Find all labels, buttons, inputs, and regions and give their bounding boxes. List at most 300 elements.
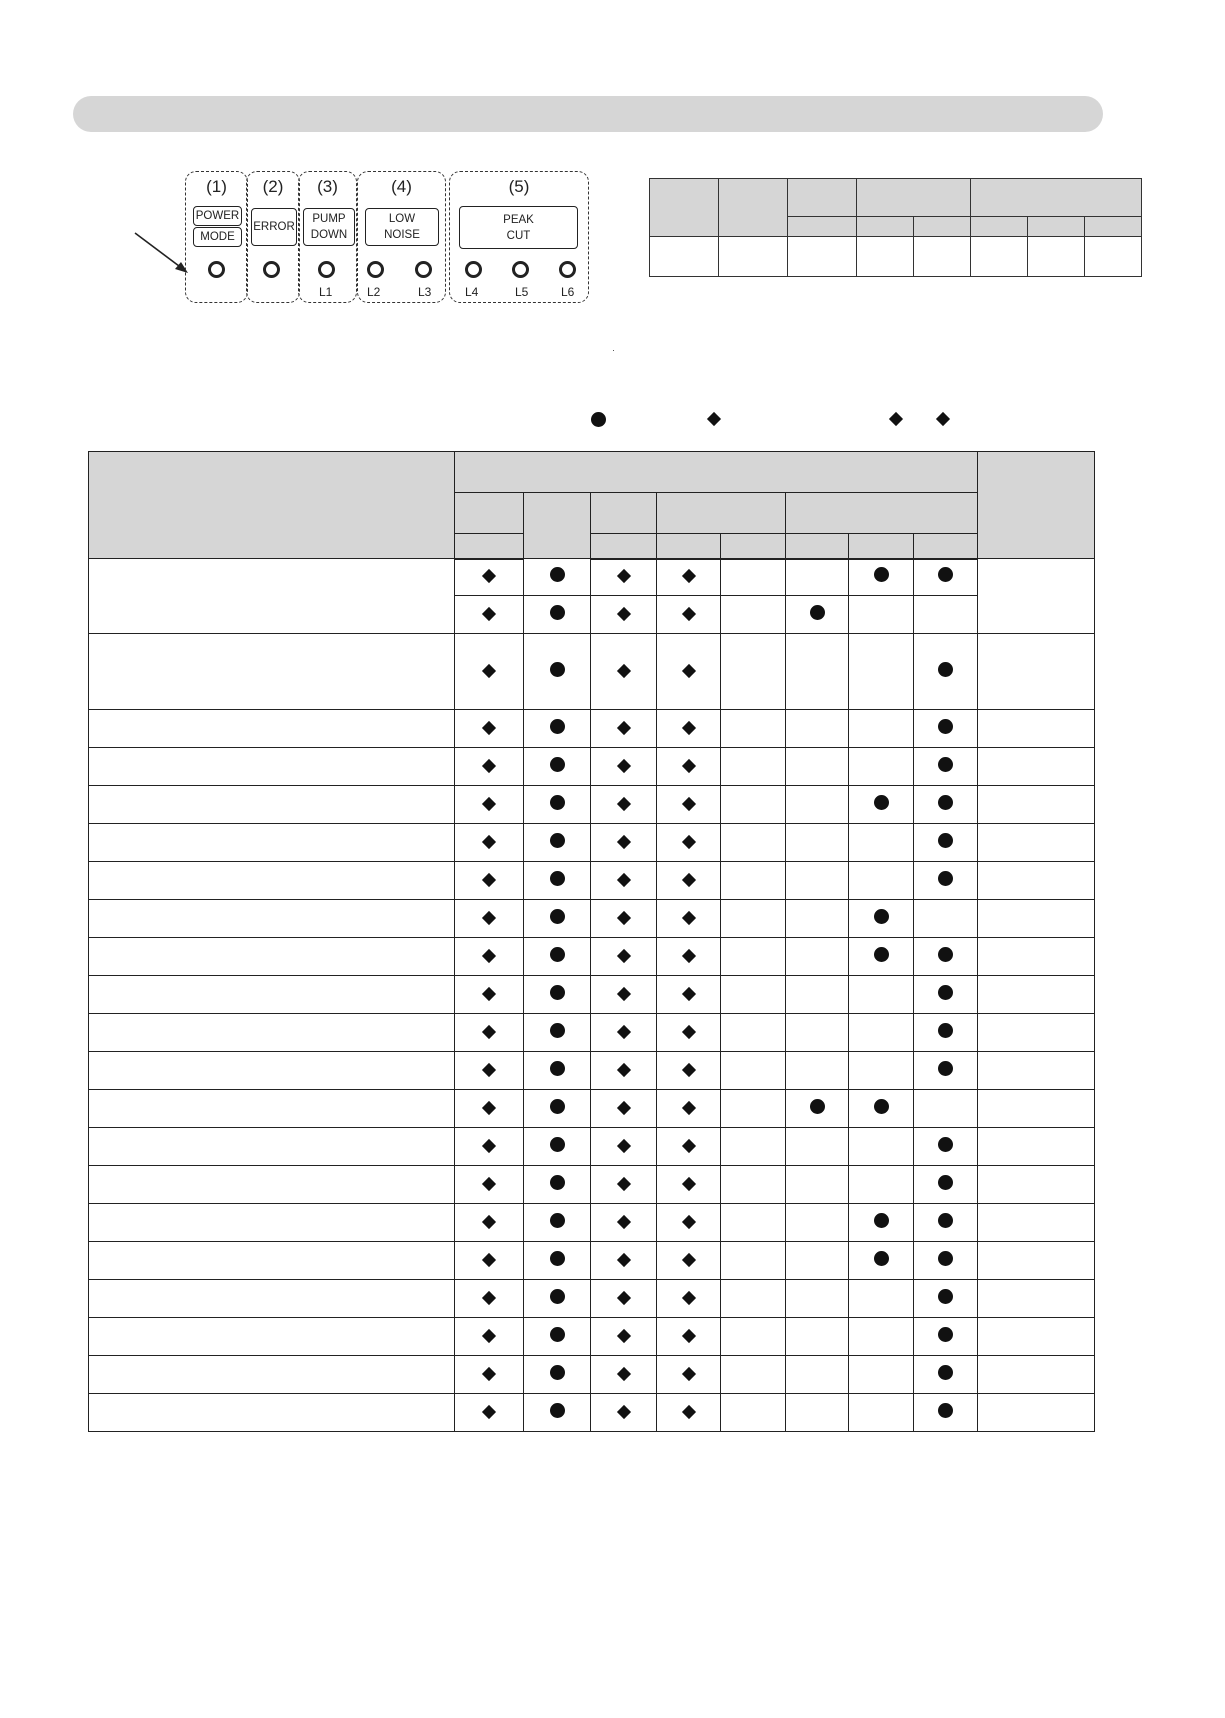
led-blink-diamond-icon xyxy=(681,1404,695,1418)
led-blink-diamond-icon xyxy=(482,796,496,810)
header-cell xyxy=(591,493,657,534)
status-cell xyxy=(849,824,914,862)
led-on-dot-icon xyxy=(938,719,953,734)
status-cell xyxy=(914,1166,978,1204)
status-cell xyxy=(524,824,591,862)
status-cell xyxy=(721,786,786,824)
status-cell xyxy=(591,1090,657,1128)
group-number: (3) xyxy=(317,177,338,196)
row-description-cell xyxy=(89,1052,455,1090)
led-blink-diamond-icon xyxy=(616,1328,630,1342)
status-cell xyxy=(455,1242,524,1280)
row-description-cell xyxy=(89,976,455,1014)
status-cell xyxy=(786,748,849,786)
status-cell xyxy=(721,1242,786,1280)
status-cell xyxy=(721,596,786,634)
led-blink-diamond-icon xyxy=(482,1404,496,1418)
led-blink-diamond-icon xyxy=(482,834,496,848)
status-cell xyxy=(914,976,978,1014)
status-cell xyxy=(657,1356,721,1394)
led-on-dot-icon xyxy=(874,1099,889,1114)
status-cell xyxy=(914,1128,978,1166)
led-state-subheader-cell xyxy=(1085,217,1142,237)
row-description-cell xyxy=(89,900,455,938)
led-blink-diamond-icon xyxy=(616,1062,630,1076)
led-blink-diamond-icon xyxy=(616,948,630,962)
row-remarks-cell xyxy=(978,1204,1095,1242)
row-remarks-cell xyxy=(978,862,1095,900)
led-state-header-cell xyxy=(971,179,1142,217)
row-remarks-cell xyxy=(978,1280,1095,1318)
status-cell xyxy=(455,596,524,634)
row-remarks-cell xyxy=(978,1242,1095,1280)
status-cell xyxy=(786,559,849,596)
led-on-dot-icon xyxy=(550,947,565,962)
status-cell xyxy=(524,900,591,938)
row-remarks-cell xyxy=(978,559,1095,634)
group-number: (1) xyxy=(206,177,227,196)
status-cell xyxy=(591,1242,657,1280)
status-cell xyxy=(657,596,721,634)
status-cell xyxy=(914,1242,978,1280)
table-row xyxy=(89,1280,1095,1318)
led-on-dot-icon xyxy=(550,1175,565,1190)
status-cell xyxy=(849,1014,914,1052)
led-l6 xyxy=(559,261,576,278)
led-on-dot-icon xyxy=(938,757,953,772)
row-description-cell xyxy=(89,748,455,786)
led-on-dot-icon xyxy=(938,1289,953,1304)
led-blink-diamond-icon xyxy=(482,606,496,620)
status-cell xyxy=(455,862,524,900)
led-state-subheader-cell xyxy=(971,217,1028,237)
led-blink-diamond-icon xyxy=(681,872,695,886)
status-cell xyxy=(657,1318,721,1356)
led-blink-diamond-icon xyxy=(681,720,695,734)
status-cell xyxy=(524,1128,591,1166)
status-cell xyxy=(591,710,657,748)
table-row xyxy=(89,938,1095,976)
row-remarks-cell xyxy=(978,1166,1095,1204)
led-blink-diamond-icon xyxy=(616,834,630,848)
header-cell xyxy=(657,534,721,559)
led-on-dot-icon xyxy=(550,1137,565,1152)
status-cell xyxy=(721,748,786,786)
led-blink-diamond-icon xyxy=(482,1062,496,1076)
status-cell xyxy=(591,1052,657,1090)
status-cell xyxy=(721,1318,786,1356)
led-on-dot-icon xyxy=(938,1327,953,1342)
led-state-cell xyxy=(857,237,914,277)
led-on-dot-icon xyxy=(550,605,565,620)
row-remarks-cell xyxy=(978,938,1095,976)
led-state-header-cell xyxy=(650,179,719,237)
status-cell xyxy=(849,862,914,900)
status-cell xyxy=(786,938,849,976)
status-cell xyxy=(524,559,591,596)
row-description-cell xyxy=(89,1090,455,1128)
row-description-cell xyxy=(89,1356,455,1394)
led-blink-diamond-icon xyxy=(616,1366,630,1380)
status-cell xyxy=(849,748,914,786)
table-row xyxy=(89,1090,1095,1128)
row-description-cell xyxy=(89,938,455,976)
led-on-dot-icon xyxy=(938,567,953,582)
status-cell xyxy=(849,1318,914,1356)
status-cell xyxy=(914,786,978,824)
led-blink-diamond-icon xyxy=(681,1252,695,1266)
status-cell xyxy=(849,1128,914,1166)
status-cell xyxy=(657,1166,721,1204)
row-description-cell xyxy=(89,1128,455,1166)
status-cell xyxy=(849,1280,914,1318)
status-cell xyxy=(849,1090,914,1128)
led-blink-diamond-icon xyxy=(681,1176,695,1190)
led-name-l5: L5 xyxy=(515,285,529,299)
led-state-cell xyxy=(1028,237,1085,277)
led-on-dot-icon xyxy=(938,1175,953,1190)
legend-diamond-icon xyxy=(889,412,903,426)
group-number: (5) xyxy=(508,177,530,196)
status-cell xyxy=(786,786,849,824)
status-cell xyxy=(914,1318,978,1356)
status-cell xyxy=(721,1166,786,1204)
status-cell xyxy=(849,1166,914,1204)
error-label: ERROR xyxy=(251,208,297,246)
led-blink-diamond-icon xyxy=(681,1062,695,1076)
status-cell xyxy=(524,1356,591,1394)
led-state-subheader-cell xyxy=(857,217,914,237)
led-blink-diamond-icon xyxy=(681,986,695,1000)
status-cell xyxy=(849,1242,914,1280)
led-state-cell xyxy=(719,237,788,277)
row-remarks-cell xyxy=(978,824,1095,862)
status-cell xyxy=(849,938,914,976)
header-cell xyxy=(786,493,978,534)
led-blink-diamond-icon xyxy=(616,1252,630,1266)
status-cell xyxy=(591,634,657,710)
led-on-dot-icon xyxy=(550,833,565,848)
status-cell xyxy=(657,862,721,900)
status-cell xyxy=(657,1052,721,1090)
status-cell xyxy=(524,786,591,824)
led-blink-diamond-icon xyxy=(616,872,630,886)
status-cell xyxy=(524,710,591,748)
header-led-group-cell xyxy=(455,452,978,493)
status-cell xyxy=(591,938,657,976)
header-cell xyxy=(721,534,786,559)
status-cell xyxy=(524,634,591,710)
row-description-cell xyxy=(89,1318,455,1356)
group-number: (2) xyxy=(262,177,284,196)
table-row xyxy=(89,824,1095,862)
status-cell xyxy=(849,710,914,748)
led-blink-diamond-icon xyxy=(681,1024,695,1038)
table-row xyxy=(89,559,1095,596)
status-cell xyxy=(591,900,657,938)
row-description-cell xyxy=(89,634,455,710)
pump-down-label: PUMP DOWN xyxy=(303,208,355,246)
status-cell xyxy=(721,938,786,976)
led-on-dot-icon xyxy=(874,1213,889,1228)
status-cell xyxy=(786,1280,849,1318)
row-remarks-cell xyxy=(978,1090,1095,1128)
status-cell xyxy=(591,976,657,1014)
low-noise-label: LOW NOISE xyxy=(365,208,439,246)
status-cell xyxy=(914,748,978,786)
header-description-cell xyxy=(89,452,455,559)
status-cell xyxy=(591,1356,657,1394)
led-l2 xyxy=(367,261,384,278)
status-cell xyxy=(914,1014,978,1052)
row-description-cell xyxy=(89,1280,455,1318)
status-cell xyxy=(849,900,914,938)
status-cell xyxy=(455,1014,524,1052)
table-row xyxy=(89,1394,1095,1432)
status-cell xyxy=(657,1280,721,1318)
status-cell xyxy=(591,1280,657,1318)
row-description-cell xyxy=(89,710,455,748)
led-blink-diamond-icon xyxy=(681,1290,695,1304)
peak-cut-label: PEAK CUT xyxy=(459,206,578,249)
led-on-dot-icon xyxy=(550,1251,565,1266)
led-l1 xyxy=(318,261,335,278)
row-description-cell xyxy=(89,862,455,900)
led-blink-diamond-icon xyxy=(616,1176,630,1190)
status-cell xyxy=(721,1394,786,1432)
led-on-dot-icon xyxy=(874,909,889,924)
status-cell xyxy=(524,862,591,900)
status-cell xyxy=(524,748,591,786)
led-on-dot-icon xyxy=(550,909,565,924)
table-row xyxy=(89,710,1095,748)
group-number: (4) xyxy=(391,177,412,196)
row-remarks-cell xyxy=(978,1318,1095,1356)
led-state-header-cell xyxy=(788,179,857,217)
status-cell xyxy=(455,559,524,596)
led-blink-diamond-icon xyxy=(616,1404,630,1418)
status-cell xyxy=(721,1052,786,1090)
status-cell xyxy=(786,824,849,862)
status-cell xyxy=(455,1356,524,1394)
status-cell xyxy=(524,596,591,634)
led-on-dot-icon xyxy=(874,1251,889,1266)
led-error xyxy=(263,261,280,278)
led-blink-diamond-icon xyxy=(482,720,496,734)
row-remarks-cell xyxy=(978,1052,1095,1090)
status-cell xyxy=(455,748,524,786)
led-on-dot-icon xyxy=(550,1099,565,1114)
status-cell xyxy=(786,900,849,938)
led-state-cell xyxy=(788,237,857,277)
row-remarks-cell xyxy=(978,900,1095,938)
row-description-cell xyxy=(89,786,455,824)
led-blink-diamond-icon xyxy=(482,1138,496,1152)
status-cell xyxy=(914,634,978,710)
status-cell xyxy=(657,1204,721,1242)
status-cell xyxy=(849,1204,914,1242)
led-on-dot-icon xyxy=(874,795,889,810)
status-cell xyxy=(591,559,657,596)
status-cell xyxy=(721,559,786,596)
row-description-cell xyxy=(89,1394,455,1432)
status-cell xyxy=(849,1356,914,1394)
led-on-dot-icon xyxy=(938,1403,953,1418)
led-state-cell xyxy=(1085,237,1142,277)
status-cell xyxy=(914,824,978,862)
status-matrix-table xyxy=(88,451,1095,1432)
led-on-dot-icon xyxy=(550,1327,565,1342)
led-on-dot-icon xyxy=(550,757,565,772)
status-cell xyxy=(914,1394,978,1432)
led-blink-diamond-icon xyxy=(482,986,496,1000)
table-row xyxy=(89,1128,1095,1166)
status-cell xyxy=(721,1090,786,1128)
led-blink-diamond-icon xyxy=(681,796,695,810)
led-name-l2: L2 xyxy=(367,285,381,299)
led-blink-diamond-icon xyxy=(616,986,630,1000)
led-state-header-cell xyxy=(719,179,788,237)
row-remarks-cell xyxy=(978,1128,1095,1166)
status-cell xyxy=(455,1166,524,1204)
led-blink-diamond-icon xyxy=(482,1176,496,1190)
status-cell xyxy=(455,1280,524,1318)
status-cell xyxy=(786,634,849,710)
led-blink-diamond-icon xyxy=(482,663,496,677)
led-on-dot-icon xyxy=(938,1061,953,1076)
status-cell xyxy=(591,748,657,786)
status-cell xyxy=(721,634,786,710)
status-cell xyxy=(786,1014,849,1052)
led-state-cell xyxy=(971,237,1028,277)
status-cell xyxy=(657,1128,721,1166)
status-cell xyxy=(455,976,524,1014)
table-row xyxy=(89,786,1095,824)
legend-diamond-icon xyxy=(707,412,721,426)
header-cell xyxy=(786,534,849,559)
status-cell xyxy=(721,1128,786,1166)
led-blink-diamond-icon xyxy=(616,1138,630,1152)
led-state-header-cell xyxy=(857,179,971,217)
status-cell xyxy=(849,634,914,710)
row-remarks-cell xyxy=(978,1014,1095,1052)
table-row xyxy=(89,862,1095,900)
led-blink-diamond-icon xyxy=(616,606,630,620)
led-l4 xyxy=(465,261,482,278)
status-cell xyxy=(455,634,524,710)
status-cell xyxy=(914,1090,978,1128)
led-on-dot-icon xyxy=(938,1365,953,1380)
header-cell xyxy=(591,534,657,559)
row-description-cell xyxy=(89,1166,455,1204)
row-description-cell xyxy=(89,559,455,634)
led-blink-diamond-icon xyxy=(681,1214,695,1228)
status-cell xyxy=(786,976,849,1014)
row-remarks-cell xyxy=(978,1394,1095,1432)
led-on-dot-icon xyxy=(874,567,889,582)
status-cell xyxy=(786,1166,849,1204)
speck xyxy=(613,350,614,351)
row-remarks-cell xyxy=(978,710,1095,748)
status-cell xyxy=(849,976,914,1014)
led-state-subheader-cell xyxy=(914,217,971,237)
led-on-dot-icon xyxy=(810,1099,825,1114)
status-cell xyxy=(524,1204,591,1242)
table-row xyxy=(89,1014,1095,1052)
status-cell xyxy=(657,976,721,1014)
status-cell xyxy=(914,862,978,900)
led-blink-diamond-icon xyxy=(482,1214,496,1228)
status-cell xyxy=(914,596,978,634)
led-blink-diamond-icon xyxy=(681,606,695,620)
led-on-dot-icon xyxy=(550,1365,565,1380)
led-blink-diamond-icon xyxy=(616,1100,630,1114)
led-on-dot-icon xyxy=(550,662,565,677)
led-on-dot-icon xyxy=(938,985,953,1000)
status-cell xyxy=(914,938,978,976)
led-on-dot-icon xyxy=(550,1289,565,1304)
status-cell xyxy=(786,1052,849,1090)
status-cell xyxy=(524,1394,591,1432)
header-cell xyxy=(914,534,978,559)
status-cell xyxy=(721,710,786,748)
table-row xyxy=(89,634,1095,710)
led-state-cell xyxy=(914,237,971,277)
status-cell xyxy=(721,824,786,862)
led-on-dot-icon xyxy=(938,1251,953,1266)
led-name-l4: L4 xyxy=(465,285,479,299)
status-cell xyxy=(524,938,591,976)
status-cell xyxy=(721,976,786,1014)
table-row xyxy=(89,976,1095,1014)
table-row xyxy=(89,748,1095,786)
status-cell xyxy=(721,1014,786,1052)
status-cell xyxy=(914,1280,978,1318)
status-cell xyxy=(455,786,524,824)
legend-dot-icon xyxy=(591,412,606,427)
led-on-dot-icon xyxy=(810,605,825,620)
status-cell xyxy=(455,1052,524,1090)
led-blink-diamond-icon xyxy=(482,1024,496,1038)
status-cell xyxy=(786,1090,849,1128)
status-cell xyxy=(914,1204,978,1242)
status-cell xyxy=(849,1394,914,1432)
row-remarks-cell xyxy=(978,786,1095,824)
status-cell xyxy=(591,786,657,824)
led-on-dot-icon xyxy=(550,871,565,886)
led-on-dot-icon xyxy=(874,947,889,962)
status-cell xyxy=(657,748,721,786)
status-cell xyxy=(786,862,849,900)
led-on-dot-icon xyxy=(938,795,953,810)
led-blink-diamond-icon xyxy=(681,948,695,962)
row-remarks-cell xyxy=(978,1356,1095,1394)
status-cell xyxy=(455,938,524,976)
led-on-dot-icon xyxy=(938,1023,953,1038)
status-cell xyxy=(455,1318,524,1356)
led-state-subheader-cell xyxy=(1028,217,1085,237)
table-row xyxy=(89,1242,1095,1280)
status-cell xyxy=(524,1166,591,1204)
led-blink-diamond-icon xyxy=(681,910,695,924)
led-on-dot-icon xyxy=(550,985,565,1000)
led-blink-diamond-icon xyxy=(681,1100,695,1114)
status-cell xyxy=(591,1394,657,1432)
led-blink-diamond-icon xyxy=(482,910,496,924)
status-cell xyxy=(849,1052,914,1090)
row-remarks-cell xyxy=(978,976,1095,1014)
status-cell xyxy=(455,710,524,748)
